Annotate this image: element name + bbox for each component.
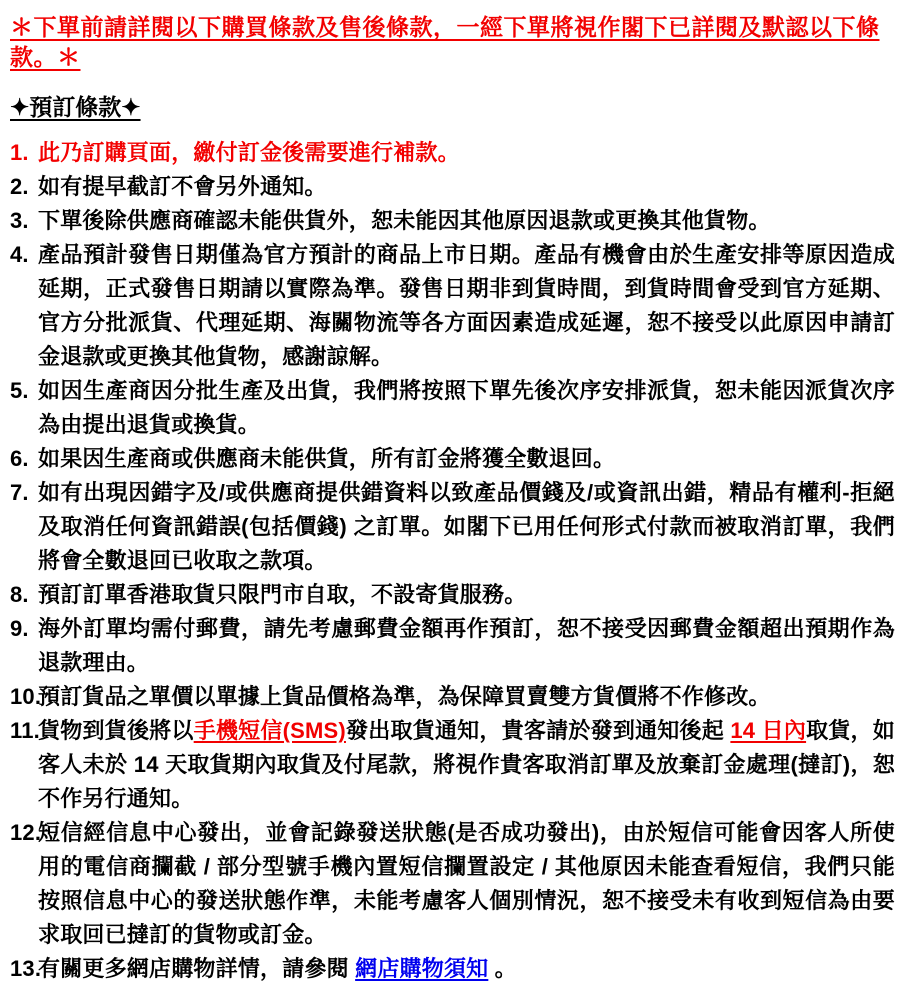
- term-text-segment: 貨物到貨後將以: [38, 718, 194, 743]
- term-text: [38, 140, 460, 165]
- term-text-segment: 如有出現因錯字及/或供應商提供錯資料以致產品價錢及/或資訊出錯，精品有權利-拒絕及取消任何資訊錯誤(包括價錢) 之訂單。如閣下已用任何形式付款而被取消訂單，我們將會全數退回已收取之款項。: [38, 480, 895, 573]
- term-text-segment: 此乃訂購頁面，繳付訂金後需要進行補款。: [38, 140, 460, 165]
- term-text-segment: 下單後除供應商確認未能供貨外，恕未能因其他原因退款或更換其他貨物。: [38, 208, 771, 233]
- term-text-segment: 預訂訂單香港取貨只限門市自取，不設寄貨服務。: [38, 582, 527, 607]
- term-text: [38, 208, 771, 233]
- term-text-segment: 預訂貨品之單價以單據上貨品價格為準，為保障買賣雙方貨價將不作修改。: [38, 684, 771, 709]
- term-text-segment: 短信經信息中心發出，並會記錄發送狀態(是否成功發出)，由於短信可能會因客人所使用的電信商攔截 / 部分型號手機內置短信攔置設定 / 其他原因未能查看短信，我們只能按照信息中心的發送狀態作準，未能考慮客人個別情況，恕不接受未有收到短信為由要求取回已撻訂的貨物或訂金。: [38, 820, 895, 947]
- terms-list: [10, 136, 895, 986]
- term-item-11: [10, 714, 895, 816]
- store-shopping-guide-link[interactable]: 網店購物須知: [355, 956, 489, 981]
- term-number: 12.: [10, 820, 42, 845]
- term-item-7: [10, 476, 895, 578]
- term-number: 3.: [10, 208, 29, 233]
- term-item-3: [10, 204, 895, 238]
- term-text-segment: 有關更多網店購物詳情，請參閱: [38, 956, 356, 981]
- term-item-8: [10, 578, 895, 612]
- term-text: [38, 718, 895, 811]
- term-number: 1.: [10, 140, 29, 165]
- term-text: [38, 684, 771, 709]
- term-number: 4.: [10, 242, 29, 267]
- term-text-segment: 發出取貨通知，貴客請於發到通知後起: [345, 718, 731, 743]
- term-number: 5.: [10, 378, 29, 403]
- term-number: 9.: [10, 616, 29, 641]
- term-text: [38, 480, 895, 573]
- term-number: 6.: [10, 446, 29, 471]
- term-text: [38, 174, 327, 199]
- purchase-notice-header: ＊下單前請詳閱以下購買條款及售後條款，一經下單將視作閣下已詳閱及默認以下條款。＊: [10, 14, 880, 70]
- term-item-2: [10, 170, 895, 204]
- term-item-10: [10, 680, 895, 714]
- term-text-segment: 如因生產商因分批生產及出貨，我們將按照下單先後次序安排派貨，恕未能因派貨次序為由提出退貨或換貨。: [38, 378, 895, 437]
- term-item-1: [10, 136, 895, 170]
- term-text: [38, 582, 526, 607]
- term-number: 11.: [10, 718, 40, 743]
- term-text: [38, 616, 895, 675]
- term-text: [38, 378, 895, 437]
- term-text-segment: 。: [488, 956, 517, 981]
- term-number: 13.: [10, 956, 42, 981]
- term-number: 2.: [10, 174, 29, 199]
- term-text: [38, 956, 517, 981]
- term-item-13: [10, 952, 895, 986]
- term-item-9: [10, 612, 895, 680]
- term-number: 8.: [10, 582, 29, 607]
- term-number: 10.: [10, 684, 42, 709]
- term-text-segment: 如有提早截訂不會另外通知。: [38, 174, 327, 199]
- term-text: [38, 820, 895, 947]
- term-text-segment: 海外訂單均需付郵費，請先考慮郵費金額再作預訂，恕不接受因郵費金額超出預期作為退款理由。: [38, 616, 895, 675]
- highlighted-red-text: 14 日內: [730, 718, 807, 743]
- term-item-12: [10, 816, 895, 952]
- section-title-preorder-terms: ✦預訂條款✦: [10, 94, 141, 120]
- highlighted-red-text: 手機短信(SMS): [193, 718, 346, 743]
- term-number: 7.: [10, 480, 29, 505]
- term-text-segment: 如果因生產商或供應商未能供貨，所有訂金將獲全數退回。: [38, 446, 616, 471]
- term-text-segment: 產品預計發售日期僅為官方預計的商品上市日期。產品有機會由於生產安排等原因造成延期，正式發售日期請以實際為準。發售日期非到貨時間，到貨時間會受到官方延期、官方分批派貨、代理延期、海關物流等各方面因素造成延遲，恕不接受以此原因申請訂金退款或更換其他貨物，感謝諒解。: [38, 242, 895, 369]
- term-item-4: [10, 238, 895, 374]
- term-item-5: [10, 374, 895, 442]
- term-item-6: [10, 442, 895, 476]
- term-text: [38, 446, 615, 471]
- term-text: [38, 242, 895, 369]
- term-text-segment: 取貨，如客人未於 14 天取貨期內取貨及付尾款，將視作貴客取消訂單及放棄訂金處理(撻訂)，恕不作另行通知。: [38, 718, 895, 811]
